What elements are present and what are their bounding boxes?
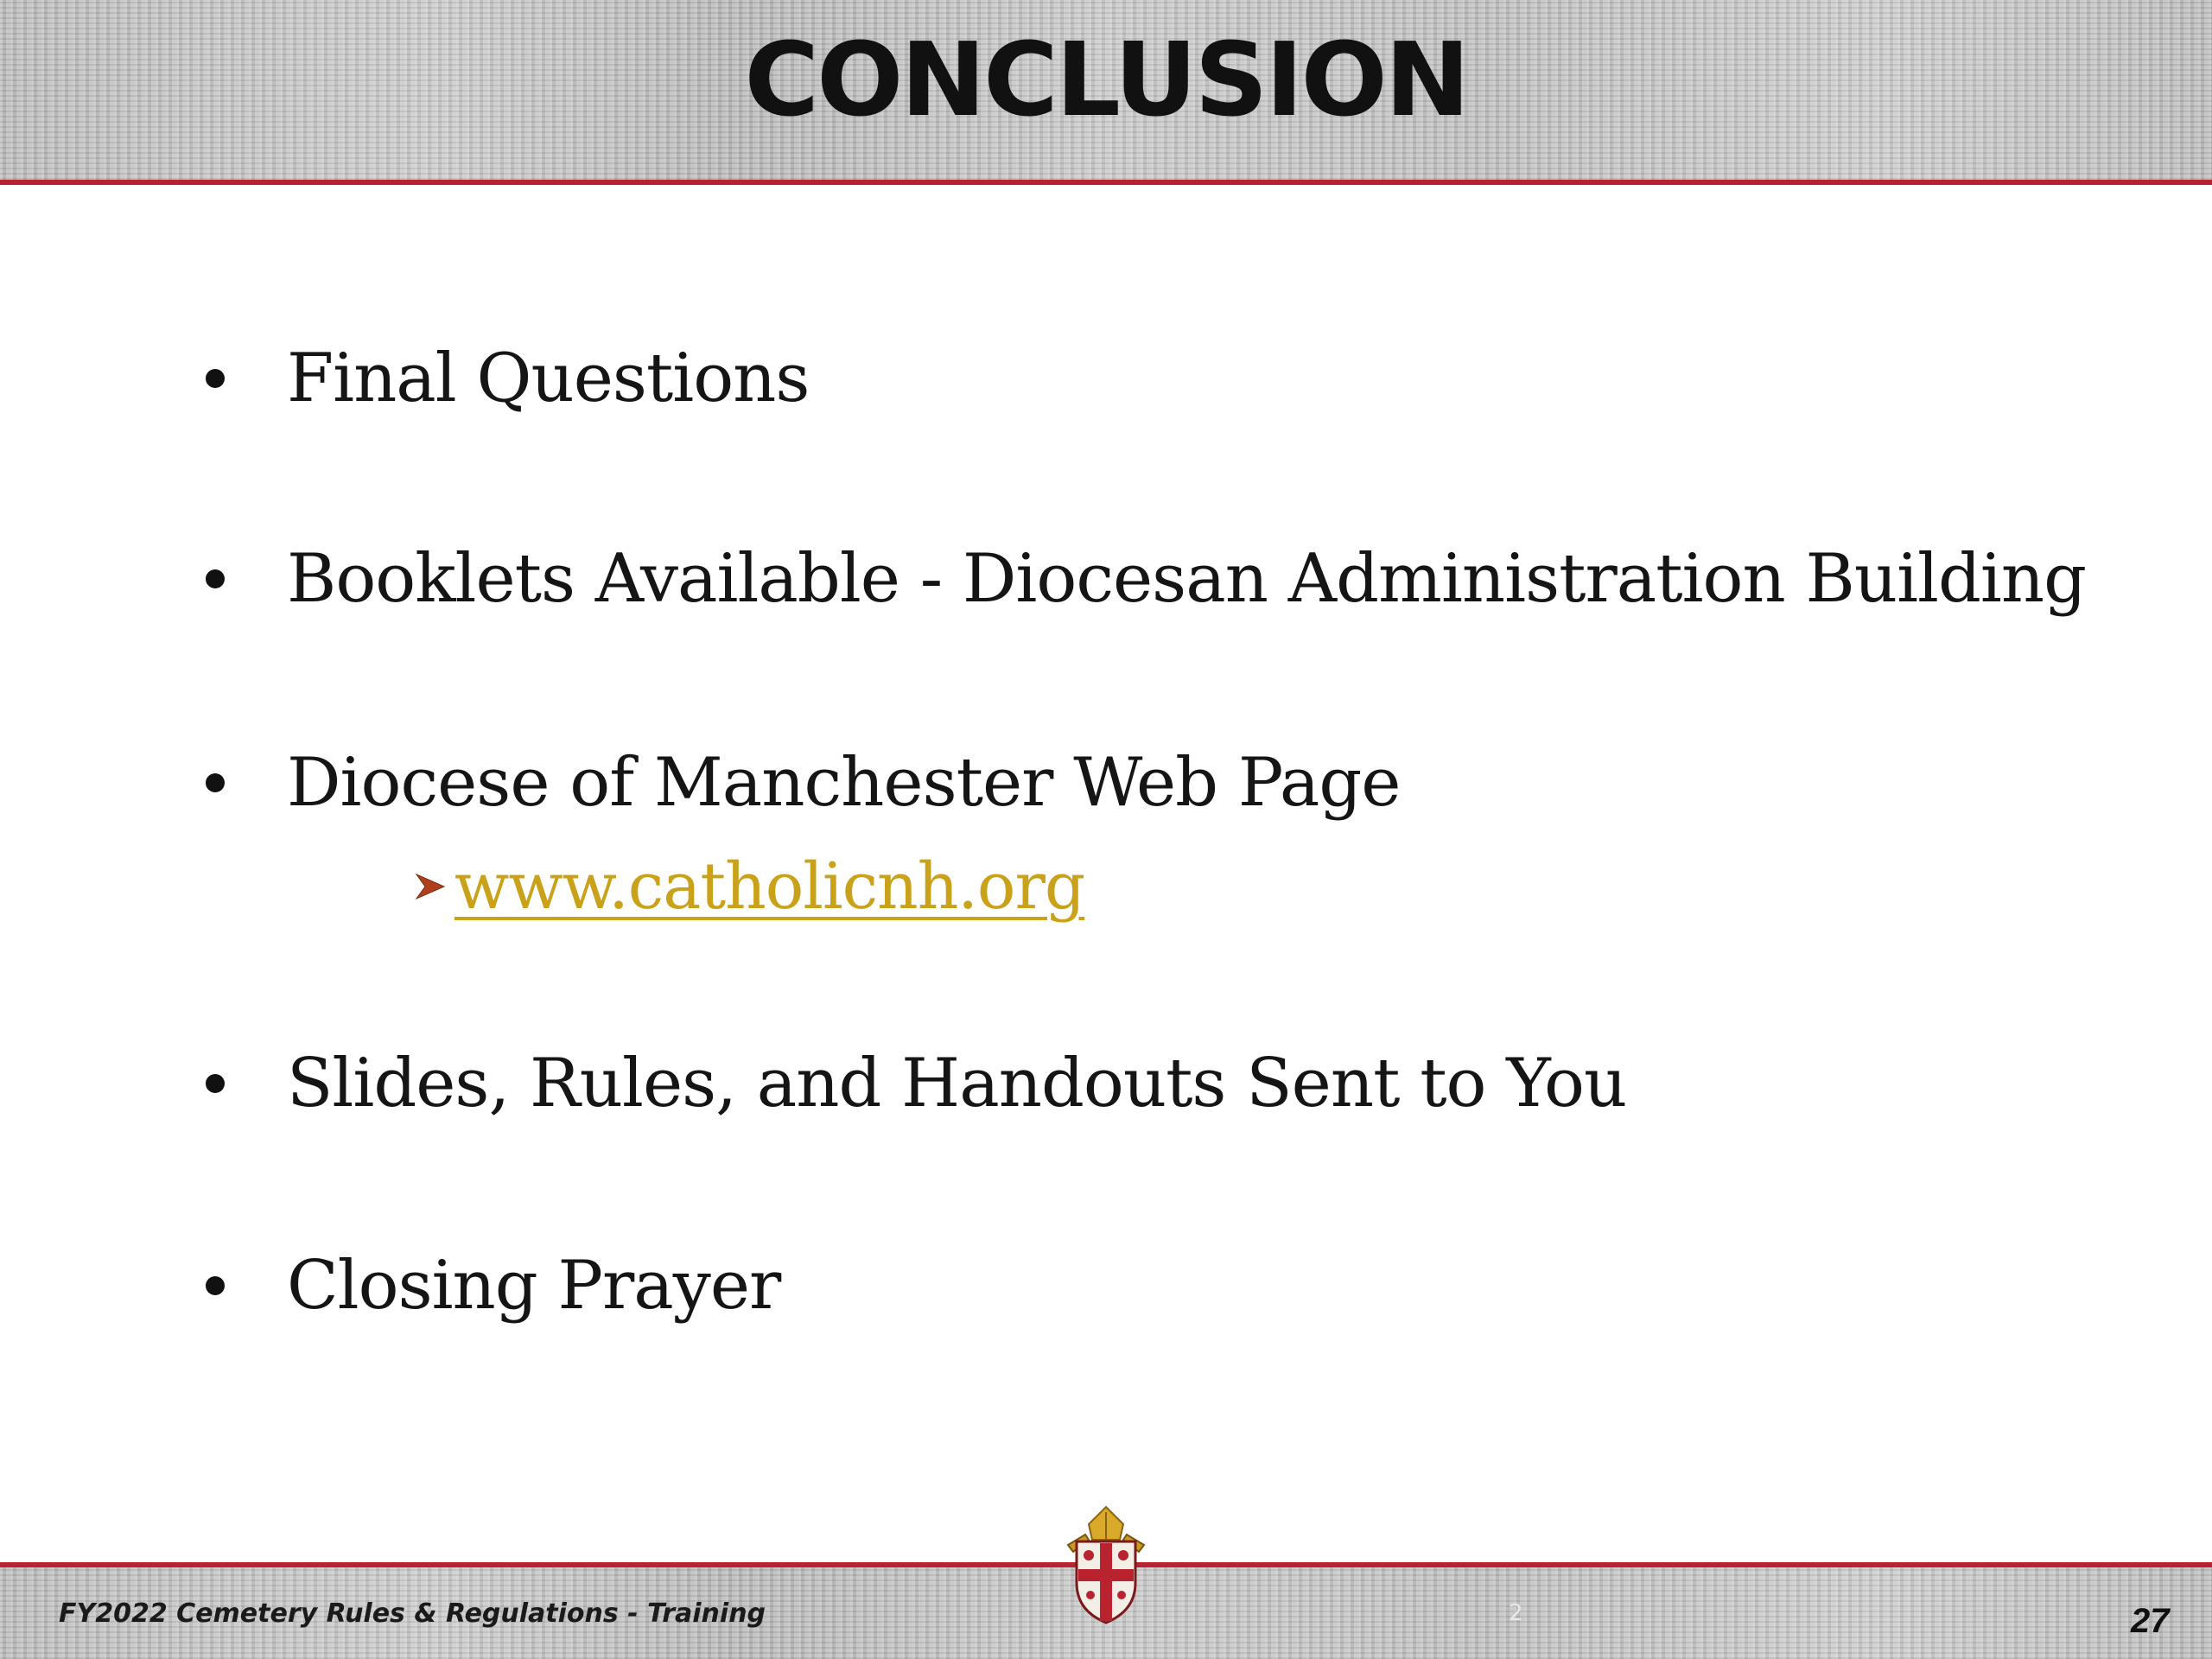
page-number: 27 bbox=[2131, 1602, 2170, 1640]
bullet-item bbox=[206, 335, 809, 422]
website-link[interactable]: www.catholicnh.org bbox=[454, 849, 1085, 924]
bullet-dot-icon bbox=[206, 1276, 225, 1295]
sub-bullet-item bbox=[413, 843, 1084, 930]
slide-title: CONCLUSION bbox=[744, 20, 1468, 139]
bullet-item bbox=[206, 536, 2086, 622]
bullet-text: Slides, Rules, and Handouts Sent to You bbox=[287, 1045, 1627, 1122]
footer-caption: FY2022 Cemetery Rules & Regulations - Training bbox=[59, 1599, 766, 1629]
footer-slide-number: 2 bbox=[1509, 1600, 1523, 1626]
arrow-right-icon bbox=[413, 869, 448, 904]
bullet-text: Closing Prayer bbox=[287, 1247, 781, 1325]
diocese-crest-icon bbox=[1059, 1505, 1153, 1626]
bullet-dot-icon bbox=[206, 369, 225, 388]
bullet-text: Final Questions bbox=[287, 340, 810, 417]
bullet-text: Diocese of Manchester Web Page bbox=[287, 744, 1401, 822]
bullet-dot-icon bbox=[206, 1074, 225, 1093]
bullet-item bbox=[206, 1040, 1626, 1127]
bullet-item bbox=[206, 740, 1400, 826]
bullet-item bbox=[206, 1243, 780, 1329]
bullet-dot-icon bbox=[206, 569, 225, 588]
bullet-text: Booklets Available - Diocesan Administration Building bbox=[287, 540, 2087, 618]
bullet-dot-icon bbox=[206, 773, 225, 792]
